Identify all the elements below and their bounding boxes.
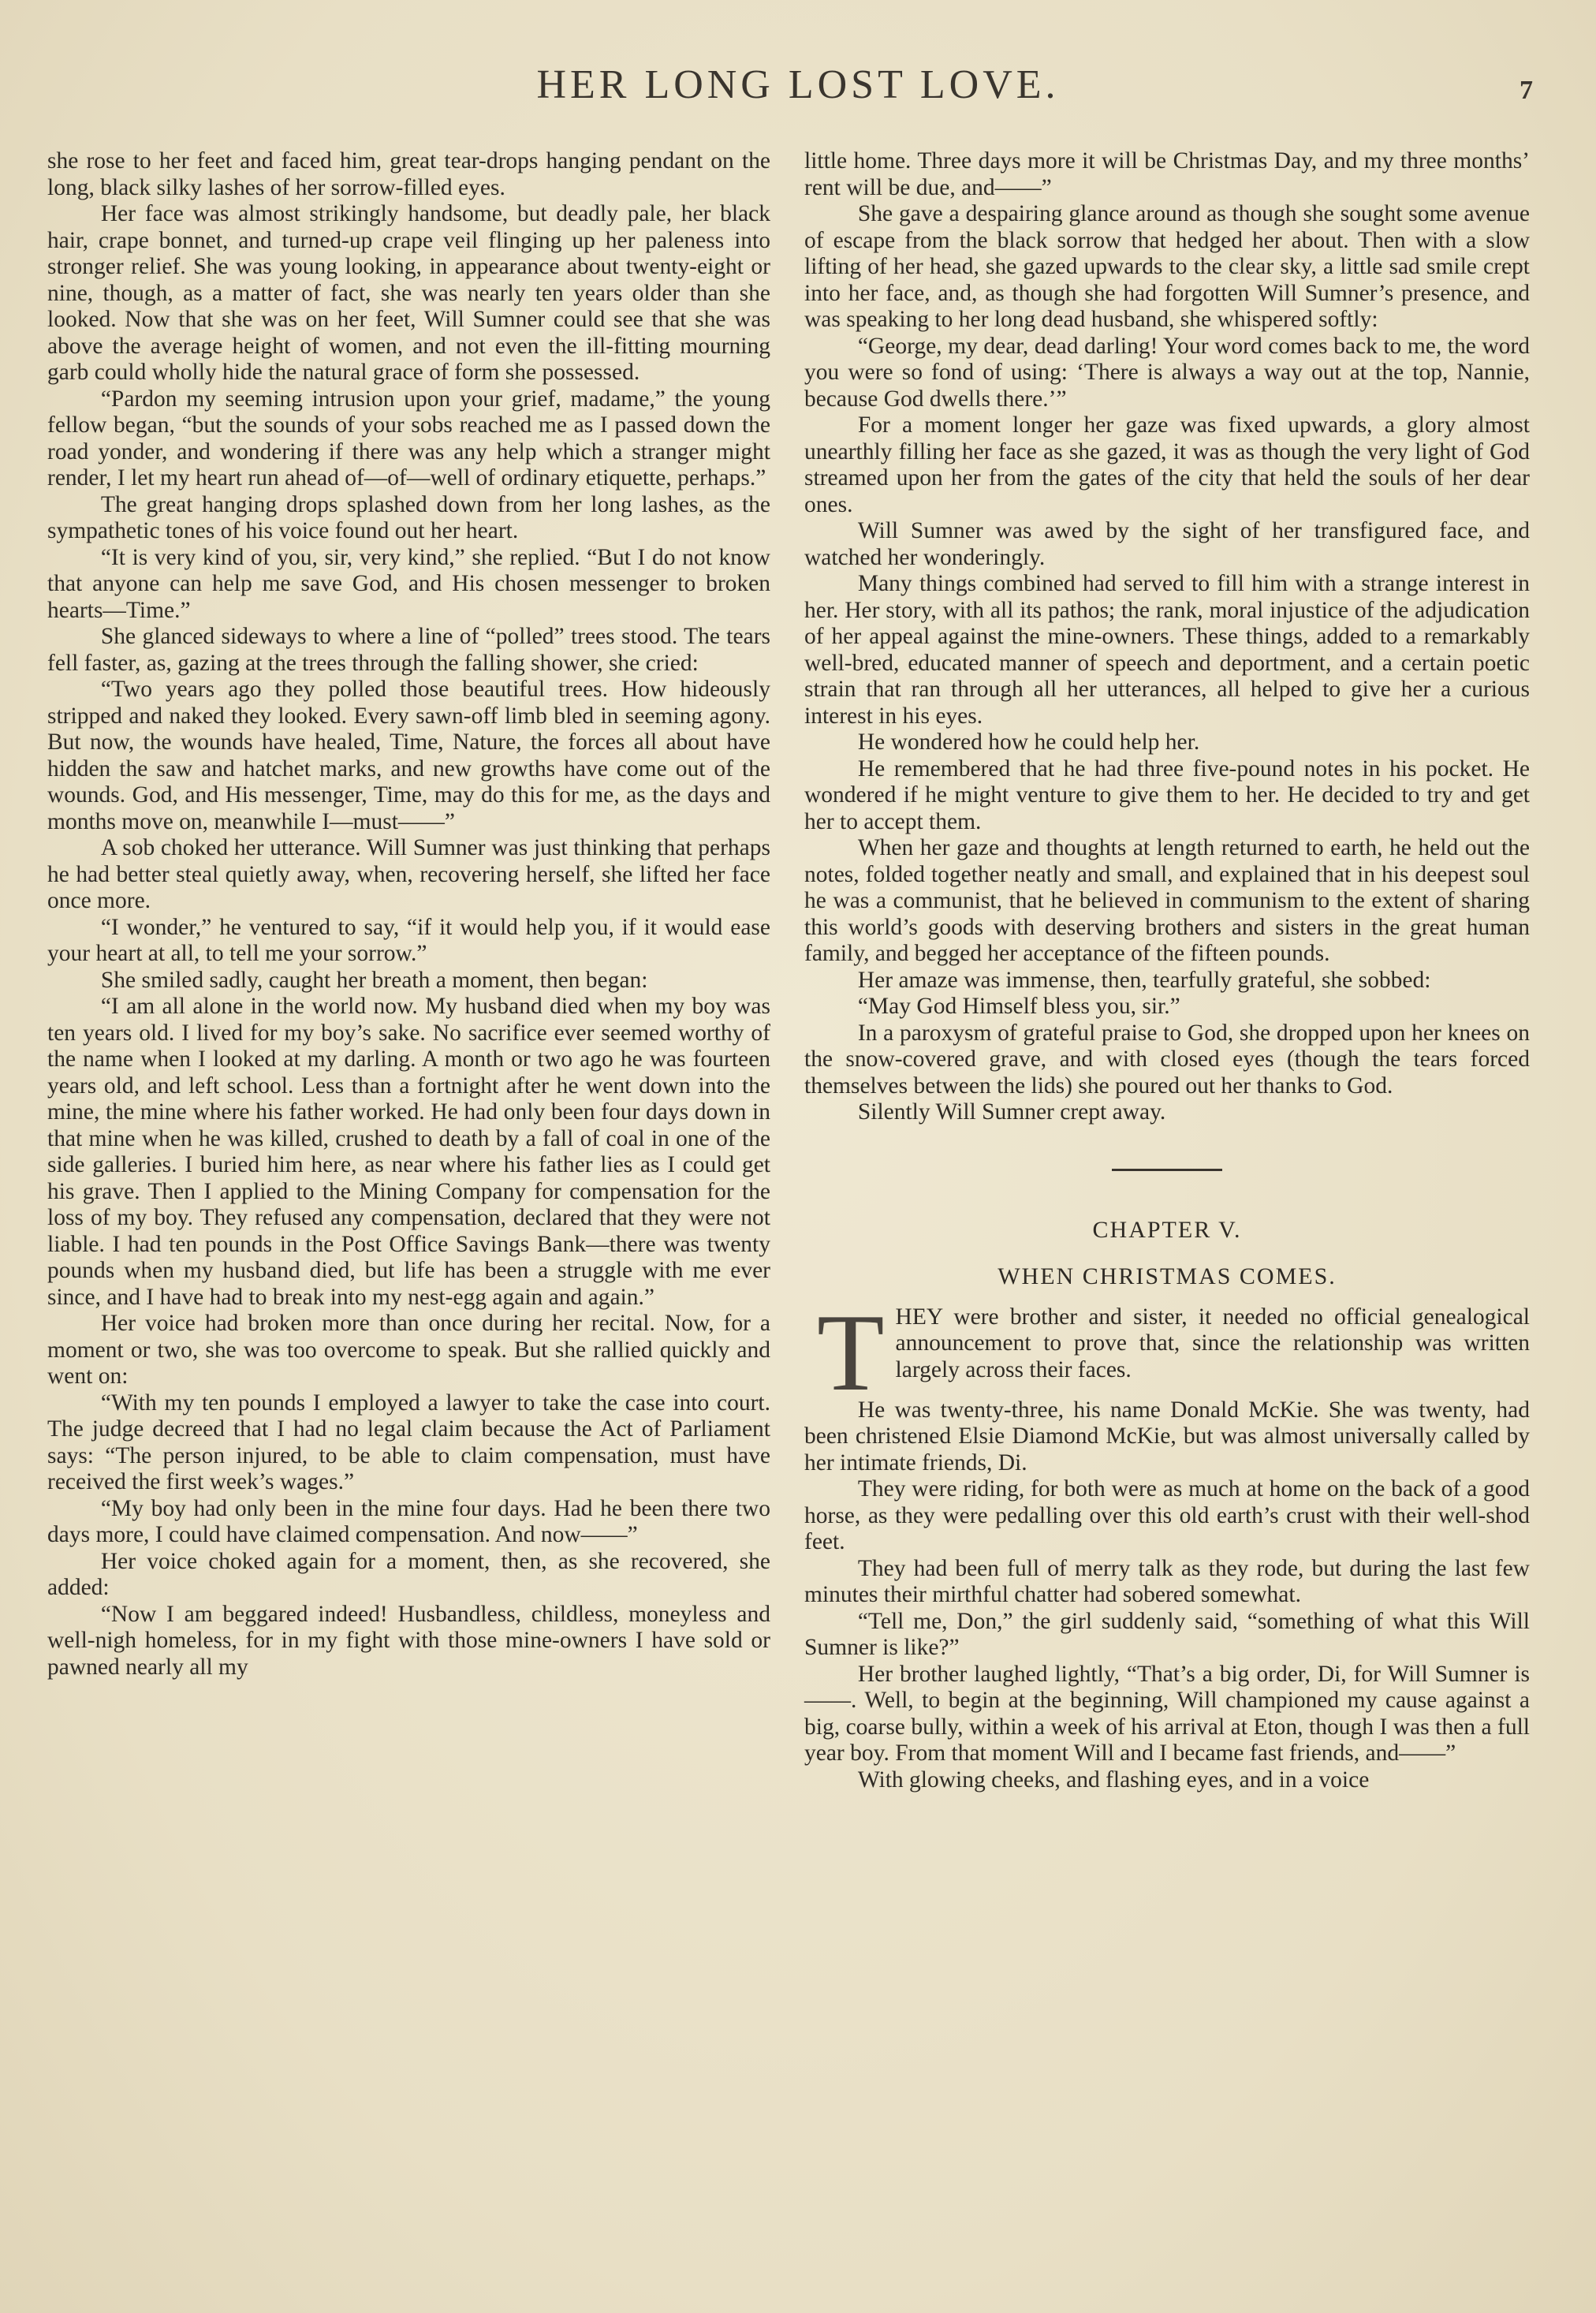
paragraph: She glanced sideways to where a line of “polled” trees stood. The tears fell faster, as, gazing at the trees through the falling shower, she cried: [47,624,770,676]
paragraph: Silently Will Sumner crept away. [857,1099,1166,1125]
paragraph: He was twenty-three, his name Donald McKie. She was twenty, had been christened Elsie Diamond McKie, but was almost universally called by her intimate friends, Di. [804,1397,1530,1475]
left-column [47,148,770,1681]
chapter-opening-text: HEY were brother and sister, it needed no official genealogical announcement to prove that, since the relationship was written largely across their faces. [895,1304,1530,1382]
paragraph: she rose to her feet and faced him, great tear-drops hanging pendant on the long, black silky lashes of her sorrow-filled eyes. [47,148,770,200]
paragraph: “May God Himself bless you, sir.” [857,994,1180,1019]
paragraph: For a moment longer her gaze was fixed upwards, a glory almost unearthly filling her face as she gazed, it was as though the very light of God streamed upon her from the gates of the city that held the souls of her dear ones. [804,412,1530,517]
paragraph: Her face was almost strikingly handsome, but deadly pale, her black hair, crape bonnet, and turned-up crape veil flinging up her paleness into stronger relief. She was young looking, in appearance about twenty-eight or nine, though, as a matter of fact, she was nearly ten years older than she looked. Now that she was on her feet, Will Sumner could see that she was above the average height of women, and not even the ill-fitting mourning garb could wholly hide the natural grace of form she possessed. [47,201,770,385]
paragraph: “George, my dear, dead darling! Your word comes back to me, the word you were so fond of using: ‘There is always a way out at the top, Nannie, because God dwells there.’” [804,333,1530,412]
paragraph: “Two years ago they polled those beautiful trees. How hideously stripped and naked they looked. Every sawn-off limb bled in seeming agony. But now, the wounds have healed, Time, Nature, the forces all about have hidden the saw and hatchet marks, and new growths have come out of the wounds. God, and His messenger, Time, may do this for me, as the days and months move on, meanwhile I—must——” [47,677,770,834]
paragraph: Her voice had broken more than once during her recital. Now, for a moment or two, she was too overcome to speak. But she rallied quickly and went on: [47,1311,770,1389]
paragraph: They were riding, for both were as much at home on the back of a good horse, as they were pedalling over this old earth’s crust with their well-shod feet. [804,1476,1530,1554]
section-divider [1112,1169,1222,1171]
paragraph: She smiled sadly, caught her breath a moment, then began: [100,967,648,993]
paragraph: “It is very kind of you, sir, very kind,” she replied. “But I do not know that anyone can help me save God, and His chosen messenger to broken hearts—Time.” [47,544,770,623]
paragraph: “My boy had only been in the mine four days. Had he been there two days more, I could have claimed compensation. And now——” [47,1495,770,1547]
paragraph: “With my ten pounds I employed a lawyer to take the case into court. The judge decreed that I had no legal claim because the Act of Parliament says: “The person injured, to be able to claim compensation, must have received the first week’s wages.” [47,1390,770,1494]
paragraph: She gave a despairing glance around as though she sought some avenue of escape from the black sorrow that hedged her about. Then with a slow lifting of her head, she gazed upwards to the clear sky, a little sad smile crept into her face, and, as though she had forgotten Will Sumner’s presence, and was speaking to her long dead husband, she whispered softly: [804,201,1530,332]
chapter-number: CHAPTER V. [1092,1216,1242,1243]
drop-cap-letter: T [817,1291,885,1414]
paragraph: “Pardon my seeming intrusion upon your grief, madame,” the young fellow began, “but the sounds of your sobs reached me as I passed down the road yonder, and wondering if there was any help which a stranger might render, I let my heart run ahead of—of—well of ordinary etiquette, perhaps.” [47,386,770,491]
paragraph: “Tell me, Don,” the girl suddenly said, “something of what this Will Sumner is like?” [804,1608,1530,1660]
chapter-opening-paragraph [804,1291,1530,1414]
paragraph: Will Sumner was awed by the sight of her transfigured face, and watched her wonderingly. [804,518,1530,570]
right-column [804,148,1530,1793]
paragraph: He remembered that he had three five-pound notes in his pocket. He wondered if he might venture to give them to her. He decided to try and get her to accept them. [804,755,1530,834]
paragraph: “I wonder,” he ventured to say, “if it would help you, if it would ease your heart at all, to tell me your sorrow.” [47,914,770,966]
paragraph: In a paroxysm of grateful praise to God, she dropped upon her knees on the snow-covered grave, and with closed eyes (though the tears forced themselves between the lids) she poured out her thanks to God. [804,1020,1530,1099]
page-number: 7 [1520,76,1533,105]
running-header-title: HER LONG LOST LOVE. [536,62,1060,107]
paragraph: The great hanging drops splashed down from her long lashes, as the sympathetic tones of his voice found out her heart. [47,491,770,543]
paragraph: little home. Three days more it will be Christmas Day, and my three months’ rent will be due, and——” [804,148,1530,200]
paragraph: Her amaze was immense, then, tearfully grateful, she sobbed: [857,967,1431,993]
paragraph: Her brother laughed lightly, “That’s a big order, Di, for Will Sumner is——. Well, to begin at the beginning, Will championed my cause against a big, coarse bully, within a week of his arrival at Eton, though I was then a full year boy. From that moment Will and I became fast friends, and——” [804,1661,1530,1766]
paragraph: When her gaze and thoughts at length returned to earth, he held out the notes, folded together neatly and small, and explained that in his deepest soul he was a communist, that he believed in communism to the extent of sharing this world’s goods with deserving brothers and sisters in the great human family, and begged her acceptance of the fifteen pounds. [804,835,1530,966]
paragraph: With glowing cheeks, and flashing eyes, and in a voice [857,1766,1370,1793]
chapter-title: WHEN CHRISTMAS COMES. [998,1263,1337,1289]
paragraph: He wondered how he could help her. [857,729,1200,755]
paragraph: Her voice choked again for a moment, then, as she recovered, she added: [47,1548,770,1600]
paragraph: “I am all alone in the world now. My husband died when my boy was ten years old. I lived for my boy’s sake. No sacrifice ever seemed worthy of the name when I looked at my darling. A month or two ago he was fourteen years old, and left school. Less than a fortnight after he went down into the mine, the mine where his father worked. He had only been four days down in that mine when he was killed, crushed to death by a fall of coal in one of the side galleries. I buried him here, as near where his father lies as I could get his grave. Then I applied to the Mining Company for compensation for the loss of my boy. They refused any compensation, declared that they were not liable. I had ten pounds in the Post Office Savings Bank—there was twenty pounds when my husband died, but life has been a struggle with me ever since, and I have had to break into my nest-egg again and again.” [47,994,770,1310]
paragraph: A sob choked her utterance. Will Sumner was just thinking that perhaps he had better steal quietly away, when, recovering herself, she lifted her face once more. [47,835,770,913]
paragraph: They had been full of merry talk as they rode, but during the last few minutes their mirthful chatter had sobered somewhat. [804,1555,1530,1607]
paragraph: “Now I am beggared indeed! Husbandless, childless, moneyless and well-nigh homeless, for in my fight with those mine-owners I have sold or pawned nearly all my [47,1601,770,1680]
paragraph: Many things combined had served to fill him with a strange interest in her. Her story, with all its pathos; the rank, moral injustice of the adjudication of her appeal against the mine-owners. These things, added to a remarkably well-bred, educated manner of speech and deportment, and a certain poetic strain that ran through all her utterances, all helped to give her a curious interest in his eyes. [804,571,1530,729]
